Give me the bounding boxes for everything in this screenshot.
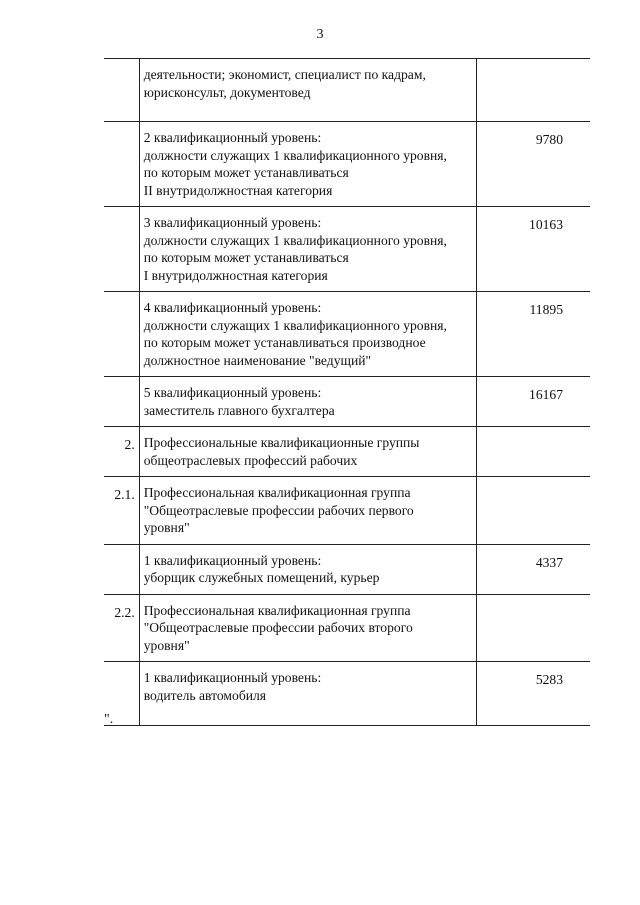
row-description [139,477,476,545]
row-salary-value [476,59,590,122]
table-row [104,122,590,207]
row-salary-value [476,427,590,477]
row-number: 2.1. [104,477,139,545]
description-line: 3 квалификационный уровень: [143,215,322,230]
row-salary-value: 9780 [476,122,590,207]
description-line: должности служащих 1 квалификационного уровня, [143,232,447,248]
description-line: 1 квалификационный уровень: [143,552,322,568]
row-number: 2. [104,427,139,477]
row-description [139,427,476,477]
row-number: 2.2. [104,594,139,662]
row-description [139,59,476,122]
description-line: 1 квалификационный уровень: [143,670,322,685]
description-line: заместитель главного бухгалтера [143,402,335,418]
row-description [139,292,476,377]
row-description [139,594,476,662]
row-salary-value: 10163 [476,207,590,292]
row-number [104,207,139,292]
description-line: должностное наименование "ведущий" [143,352,372,368]
table-row [104,292,590,377]
row-number [104,292,139,377]
row-salary-value [476,477,590,545]
description-line: должности служащих 1 квалификационного уровня, [143,317,447,333]
description-line: 5 квалификационный уровень: [143,385,322,400]
qualification-table [104,58,590,726]
table-row [104,477,590,545]
row-description [139,122,476,207]
row-salary-value: 11895 [476,292,590,377]
row-description [139,207,476,292]
table-row [104,427,590,477]
row-description [139,544,476,594]
page-number: 3 [316,27,324,42]
row-number [104,59,139,122]
description-line: общеотраслевых профессий рабочих [143,452,358,468]
row-number [104,377,139,427]
closing-quote-mark: ". [104,712,114,727]
description-line: Профессиональные квалификационные группы [143,435,420,450]
description-line: деятельности; экономист, специалист по кадрам, [143,67,426,82]
description-line: 2 квалификационный уровень: [143,130,322,145]
row-number [104,544,139,594]
description-line: II внутридолжностная категория [143,182,333,198]
description-line: уборщик служебных помещений, курьер [143,570,380,585]
description-line: по которым может устанавливаться [143,165,349,180]
description-line: должности служащих 1 квалификационного уровня, [143,147,447,163]
description-line: Профессиональная квалификационная группа [143,602,411,618]
row-salary-value [476,594,590,662]
table-row [104,594,590,662]
row-description [139,377,476,427]
row-salary-value: 5283 [476,662,590,726]
row-salary-value: 16167 [476,377,590,427]
row-salary-value: 4337 [476,544,590,594]
description-line: "Общеотраслевые профессии рабочих первого [143,502,414,518]
description-line: Профессиональная квалификационная группа [143,485,411,500]
row-description [139,662,476,726]
description-line: уровня" [143,520,190,535]
table-row [104,377,590,427]
description-line: по которым может устанавливаться производное [143,335,426,350]
table-row [104,544,590,594]
description-line: юрисконсульт, документовед [143,84,311,100]
description-line: водитель автомобиля [143,687,267,703]
table-row [104,662,590,726]
row-number [104,122,139,207]
table-row [104,207,590,292]
description-line: I внутридолжностная категория [143,267,328,283]
description-line: уровня" [143,637,190,653]
description-line: "Общеотраслевые профессии рабочих второго [143,620,413,635]
description-line: по которым может устанавливаться [143,250,349,265]
table-row [104,59,590,122]
description-line: 4 квалификационный уровень: [143,300,322,315]
